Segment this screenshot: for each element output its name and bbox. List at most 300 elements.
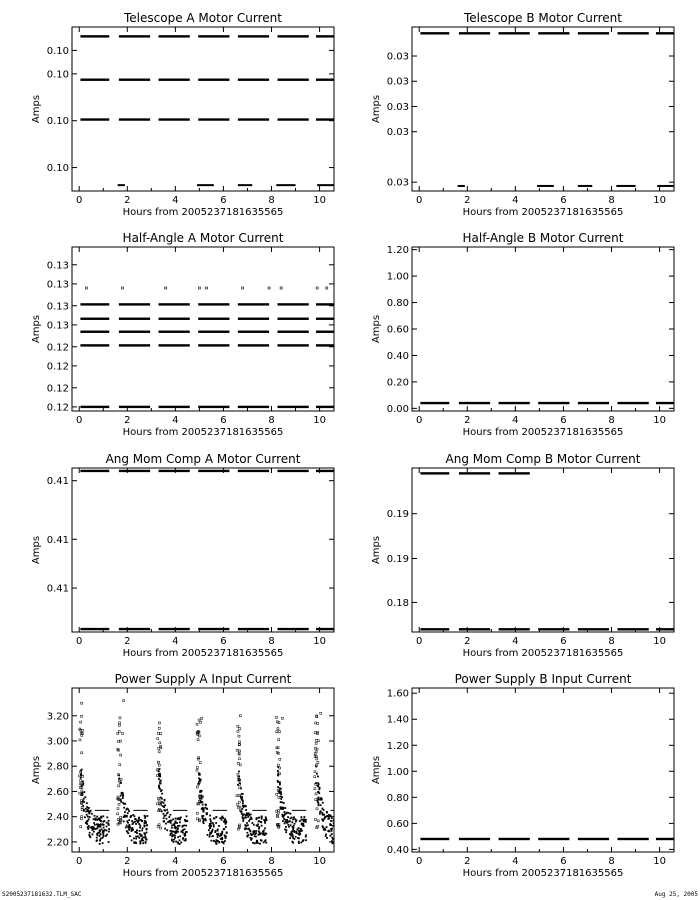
data-point <box>237 803 239 805</box>
data-segment <box>330 810 344 811</box>
data-point <box>119 722 121 724</box>
y-tick-label: 2.20 <box>46 837 69 849</box>
data-point <box>238 801 240 803</box>
x-tick-label: 2 <box>464 636 471 647</box>
data-point <box>201 815 203 817</box>
data-point <box>215 822 217 824</box>
y-tick-label: 1.60 <box>386 688 409 700</box>
data-point <box>250 833 252 835</box>
x-tick-label: 6 <box>560 856 567 867</box>
data-point <box>127 832 129 834</box>
data-point <box>341 830 343 832</box>
data-point <box>225 837 227 839</box>
data-segment <box>618 838 649 840</box>
data-point <box>217 836 219 838</box>
data-point <box>123 807 125 809</box>
data-point <box>103 827 105 829</box>
data-point <box>135 823 137 825</box>
data-point <box>283 802 285 804</box>
data-point <box>253 832 255 834</box>
data-point <box>146 832 148 834</box>
data-point <box>221 841 223 843</box>
data-point <box>173 831 175 833</box>
data-point <box>279 731 281 733</box>
data-point <box>136 829 138 831</box>
data-segment <box>119 344 150 346</box>
y-tick-label: 0.19 <box>386 509 409 521</box>
data-point <box>335 821 337 823</box>
data-point <box>331 837 333 839</box>
data-point <box>280 791 282 793</box>
data-segment <box>499 402 530 404</box>
data-point <box>241 796 243 798</box>
data-point <box>251 838 253 840</box>
data-point <box>201 801 203 803</box>
data-point <box>338 822 340 824</box>
data-point <box>158 775 160 777</box>
data-point <box>159 768 161 770</box>
x-tick-label: 0 <box>416 195 423 206</box>
data-point <box>180 817 182 819</box>
data-point <box>239 715 241 717</box>
data-segment <box>197 184 214 186</box>
data-point <box>80 774 82 776</box>
data-point <box>305 836 307 838</box>
data-point <box>161 810 163 812</box>
data-series <box>420 402 674 404</box>
data-point <box>251 822 253 824</box>
data-point <box>276 793 278 795</box>
data-point <box>255 832 257 834</box>
data-point <box>285 819 287 821</box>
data-point <box>245 809 247 811</box>
data-segment <box>198 79 229 81</box>
data-segment <box>420 628 449 630</box>
data-point <box>161 793 163 795</box>
data-point <box>343 829 345 831</box>
chart-title: Power Supply A Input Current <box>114 672 292 686</box>
data-point <box>200 802 202 804</box>
x-tick-label: 0 <box>76 415 83 426</box>
data-point <box>250 816 252 818</box>
data-point <box>172 818 174 820</box>
data-point <box>337 818 339 820</box>
data-point <box>223 821 225 823</box>
data-point <box>165 287 167 289</box>
x-tick-label: 2 <box>464 856 471 867</box>
data-point <box>135 818 137 820</box>
data-point <box>292 842 294 844</box>
data-point <box>144 815 146 817</box>
chart-title: Half-Angle B Motor Current <box>462 231 624 245</box>
data-point <box>218 842 220 844</box>
data-segment <box>119 318 150 320</box>
x-tick-label: 0 <box>76 195 83 206</box>
data-segment <box>276 184 295 186</box>
x-tick-label: 4 <box>512 636 519 647</box>
data-point <box>294 823 296 825</box>
data-point <box>292 837 294 839</box>
data-segment <box>80 406 109 408</box>
data-point <box>294 818 296 820</box>
data-point <box>135 831 137 833</box>
data-point <box>277 773 279 775</box>
x-tick-label: 10 <box>313 195 326 206</box>
data-point <box>86 802 88 804</box>
x-tick-label: 2 <box>124 195 131 206</box>
x-tick-label: 6 <box>220 415 227 426</box>
y-tick-label: 0.40 <box>386 844 409 856</box>
data-point <box>186 831 188 833</box>
y-tick-label: 0.03 <box>386 51 409 63</box>
data-point <box>280 796 282 798</box>
data-segment <box>80 470 109 472</box>
data-segment <box>252 810 266 811</box>
data-segment <box>459 628 490 630</box>
data-point <box>265 842 267 844</box>
x-axis-label: Hours from 2005237181635565 <box>462 207 624 218</box>
data-point <box>182 837 184 839</box>
y-tick-label: 2.40 <box>46 812 69 824</box>
data-point <box>331 830 333 832</box>
x-axis-label: Hours from 2005237181635565 <box>122 868 284 879</box>
chart-panel-3 <box>31 231 334 438</box>
data-point <box>204 807 206 809</box>
data-point <box>246 814 248 816</box>
y-tick-label: 0.13 <box>46 320 69 332</box>
y-tick-label: 0.19 <box>386 554 409 566</box>
data-point <box>285 831 287 833</box>
data-point <box>224 840 226 842</box>
data-point <box>283 811 285 813</box>
data-point <box>121 793 123 795</box>
data-segment <box>316 318 334 320</box>
x-tick-label: 10 <box>313 415 326 426</box>
data-segment <box>80 303 109 305</box>
data-point <box>210 840 212 842</box>
data-segment <box>616 185 635 187</box>
chart-title: Ang Mom Comp B Motor Current <box>445 452 641 466</box>
data-point <box>177 836 179 838</box>
data-point <box>238 741 240 743</box>
data-point <box>318 804 320 806</box>
data-segment <box>238 628 269 630</box>
chart-panel-4 <box>371 231 674 438</box>
data-segment <box>316 406 334 408</box>
y-tick-label: 0.20 <box>386 377 409 389</box>
data-segment <box>316 118 334 120</box>
data-point <box>87 808 89 810</box>
data-point <box>100 820 102 822</box>
data-point <box>331 817 333 819</box>
data-point <box>242 793 244 795</box>
data-point <box>180 842 182 844</box>
data-point <box>237 784 239 786</box>
data-point <box>245 825 247 827</box>
data-point <box>318 802 320 804</box>
plot-frame <box>72 688 334 852</box>
data-point <box>208 829 210 831</box>
data-point <box>108 828 110 830</box>
data-point <box>122 795 124 797</box>
data-point <box>292 819 294 821</box>
data-segment <box>316 35 334 37</box>
data-point <box>213 826 215 828</box>
x-tick-label: 6 <box>560 636 567 647</box>
data-point <box>108 824 110 826</box>
data-point <box>163 806 165 808</box>
data-point <box>139 825 141 827</box>
plot-frame <box>412 27 674 191</box>
data-point <box>199 721 201 723</box>
data-point <box>80 715 82 717</box>
data-point <box>81 816 83 818</box>
data-segment <box>119 406 150 408</box>
data-point <box>99 835 101 837</box>
data-point <box>279 790 281 792</box>
data-point <box>339 839 341 841</box>
data-point <box>91 826 93 828</box>
data-point <box>277 780 279 782</box>
data-segment <box>578 402 609 404</box>
data-point <box>92 834 94 836</box>
x-tick-label: 8 <box>268 856 275 867</box>
y-tick-label: 1.40 <box>386 714 409 726</box>
data-point <box>146 815 148 817</box>
data-point <box>121 287 123 289</box>
data-point <box>160 733 162 735</box>
data-point <box>217 830 219 832</box>
x-tick-label: 2 <box>124 415 131 426</box>
data-point <box>157 738 159 740</box>
data-point <box>246 812 248 814</box>
plot-frame <box>72 468 334 632</box>
data-point <box>141 835 143 837</box>
data-point <box>81 790 83 792</box>
data-point <box>284 823 286 825</box>
data-point <box>327 816 329 818</box>
data-point <box>203 810 205 812</box>
data-point <box>202 807 204 809</box>
x-tick-label: 10 <box>653 636 666 647</box>
data-point <box>211 835 213 837</box>
data-point <box>158 751 160 753</box>
data-segment <box>459 472 490 474</box>
data-point <box>140 841 142 843</box>
data-point <box>164 804 166 806</box>
data-segment <box>278 344 309 346</box>
data-point <box>184 833 186 835</box>
data-point <box>258 828 260 830</box>
data-point <box>118 785 120 787</box>
data-point <box>256 824 258 826</box>
data-segment <box>499 838 530 840</box>
data-point <box>295 831 297 833</box>
x-tick-label: 6 <box>220 195 227 206</box>
data-point <box>327 818 329 820</box>
data-point <box>80 773 82 775</box>
data-point <box>137 835 139 837</box>
data-point <box>317 820 319 822</box>
data-point <box>209 832 211 834</box>
data-point <box>320 797 322 799</box>
data-point <box>200 800 202 802</box>
data-point <box>340 820 342 822</box>
data-point <box>284 807 286 809</box>
data-point <box>277 766 279 768</box>
data-point <box>99 817 101 819</box>
data-point <box>120 799 122 801</box>
data-point <box>330 824 332 826</box>
data-segment <box>238 331 269 333</box>
data-point <box>167 821 169 823</box>
data-point <box>288 826 290 828</box>
data-point <box>202 817 204 819</box>
data-point <box>239 782 241 784</box>
data-segment <box>420 838 449 840</box>
data-point <box>241 813 243 815</box>
data-point <box>298 827 300 829</box>
x-axis-label: Hours from 2005237181635565 <box>462 427 624 438</box>
data-point <box>123 700 125 702</box>
data-point <box>295 821 297 823</box>
y-tick-label: 0.12 <box>46 361 69 373</box>
x-axis-label: Hours from 2005237181635565 <box>462 868 624 879</box>
data-segment <box>80 318 109 320</box>
data-point <box>117 808 119 810</box>
data-point <box>301 816 303 818</box>
data-point <box>164 800 166 802</box>
data-point <box>198 783 200 785</box>
data-point <box>80 777 82 779</box>
data-point <box>81 785 83 787</box>
data-point <box>284 829 286 831</box>
data-point <box>139 830 141 832</box>
data-point <box>340 816 342 818</box>
y-tick-label: 0.10 <box>46 116 69 128</box>
data-point <box>261 825 263 827</box>
y-tick-label: 0.18 <box>386 597 409 609</box>
data-point <box>292 827 294 829</box>
data-point <box>338 842 340 844</box>
data-point <box>93 822 95 824</box>
data-point <box>184 828 186 830</box>
x-tick-label: 4 <box>512 415 519 426</box>
data-point <box>325 816 327 818</box>
data-point <box>331 833 333 835</box>
data-point <box>303 816 305 818</box>
chart-title: Ang Mom Comp A Motor Current <box>105 452 301 466</box>
data-point <box>102 833 104 835</box>
data-point <box>335 826 337 828</box>
data-point <box>141 820 143 822</box>
y-tick-label: 1.00 <box>386 271 409 283</box>
data-point <box>108 831 110 833</box>
data-point <box>123 803 125 805</box>
data-point <box>332 825 334 827</box>
data-point <box>321 808 323 810</box>
data-segment <box>316 331 334 333</box>
data-point <box>163 813 165 815</box>
data-point <box>336 833 338 835</box>
data-point <box>80 780 82 782</box>
data-point <box>290 831 292 833</box>
data-point <box>166 809 168 811</box>
data-point <box>218 825 220 827</box>
data-point <box>339 822 341 824</box>
data-point <box>124 811 126 813</box>
data-point <box>143 832 145 834</box>
data-segment <box>316 470 334 472</box>
data-point <box>128 819 130 821</box>
data-point <box>81 702 83 704</box>
data-point <box>280 793 282 795</box>
data-point <box>117 813 119 815</box>
data-point <box>207 834 209 836</box>
data-point <box>163 821 165 823</box>
data-point <box>317 798 319 800</box>
data-point <box>344 839 346 841</box>
date-label: Aug 25, 2005 <box>654 891 698 898</box>
data-segment <box>198 470 229 472</box>
data-point <box>180 831 182 833</box>
data-segment <box>278 79 309 81</box>
data-point <box>209 827 211 829</box>
data-point <box>82 805 84 807</box>
data-point <box>158 722 160 724</box>
data-segment <box>198 406 229 408</box>
data-point <box>203 822 205 824</box>
data-point <box>169 814 171 816</box>
data-point <box>203 819 205 821</box>
data-point <box>158 778 160 780</box>
data-point <box>178 817 180 819</box>
data-point <box>331 828 333 830</box>
data-segment <box>278 118 309 120</box>
data-point <box>293 825 295 827</box>
data-point <box>242 287 244 289</box>
data-segment <box>499 32 530 34</box>
data-point <box>221 837 223 839</box>
data-point <box>175 841 177 843</box>
data-segment <box>238 470 269 472</box>
data-point <box>315 742 317 744</box>
data-point <box>167 811 169 813</box>
y-tick-label: 2.60 <box>46 786 69 798</box>
data-point <box>84 816 86 818</box>
data-point <box>249 830 251 832</box>
data-point <box>339 817 341 819</box>
data-point <box>280 808 282 810</box>
data-point <box>336 816 338 818</box>
data-point <box>258 817 260 819</box>
data-point <box>341 833 343 835</box>
data-segment <box>656 32 674 34</box>
data-point <box>126 820 128 822</box>
data-point <box>236 749 238 751</box>
data-point <box>91 813 93 815</box>
data-series <box>79 700 346 845</box>
data-point <box>122 797 124 799</box>
y-axis-label: Amps <box>371 755 382 785</box>
data-point <box>101 817 103 819</box>
data-point <box>217 833 219 835</box>
x-tick-label: 2 <box>464 195 471 206</box>
data-segment <box>238 318 269 320</box>
x-tick-label: 10 <box>653 856 666 867</box>
data-point <box>133 837 135 839</box>
data-point <box>280 287 282 289</box>
